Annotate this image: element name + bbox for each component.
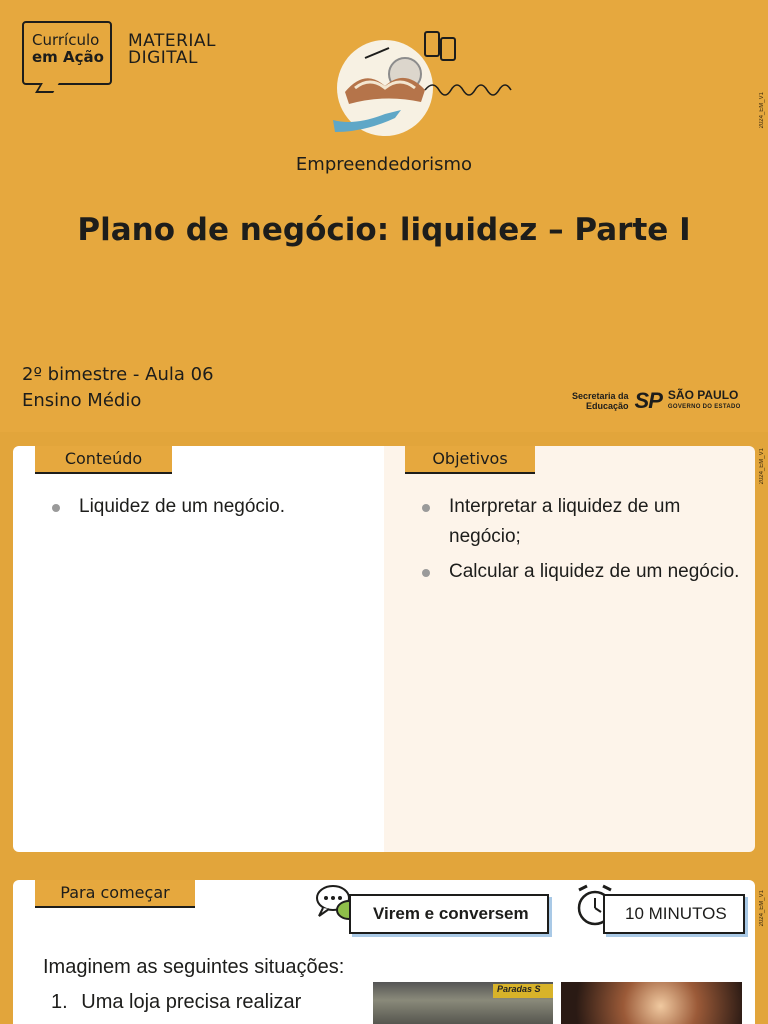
lesson-title: Plano de negócio: liquidez – Parte I (77, 212, 691, 248)
item-number: 1. (51, 991, 68, 1013)
logo-line-2: em Ação (32, 48, 104, 66)
situation-item-1 (51, 989, 351, 1015)
mobile-tablet-icon (425, 32, 455, 60)
objectives-tab: Objetivos (405, 446, 535, 474)
sao-paulo-government-logo (572, 388, 741, 414)
open-book-hand-illustration (325, 28, 525, 140)
para-comecar-slide (0, 880, 768, 1024)
store-photo (373, 982, 553, 1024)
secretaria-label: Secretaria da Educação (572, 391, 629, 411)
material-label: MATERIAL (128, 31, 217, 51)
cover-slide (0, 0, 768, 432)
sao-paulo-label: SÃO PAULO GOVERNO DO ESTADO (667, 388, 741, 410)
item-text: Uma loja precisa realizar (81, 991, 302, 1013)
activity-badge: Virem e conversem (349, 894, 549, 934)
list-item: Liquidez de um negócio. (51, 492, 371, 522)
objectives-slide (0, 446, 768, 852)
lesson-meta (22, 362, 214, 414)
para-comecar-card (13, 880, 755, 1024)
slide-code: 2024_EM_V1 (759, 448, 765, 485)
store-sign: Paradas S (493, 984, 553, 998)
digital-label: DIGITAL (128, 48, 198, 68)
logo-line-1: Currículo (32, 31, 100, 49)
time-badge: 10 MINUTOS (603, 894, 745, 934)
content-list (51, 492, 371, 527)
objectives-column (384, 446, 755, 852)
content-objectives-card (13, 446, 755, 852)
slide-code: 2024_EM_V1 (759, 92, 765, 129)
period-label: 2º bimestre - Aula 06 (22, 364, 214, 385)
person-photo (561, 982, 742, 1024)
intro-text: Imaginem as seguintes situações: (43, 956, 345, 978)
slide-code: 2024_EM_V1 (759, 890, 765, 927)
subject-label: Empreendedorismo (295, 154, 473, 175)
para-comecar-tab: Para começar (35, 880, 195, 908)
list-item: Calcular a liquidez de um negócio. (421, 557, 741, 587)
curriculo-em-acao-logo (22, 21, 112, 85)
list-item: Interpretar a liquidez de um negócio; (421, 492, 741, 552)
level-label: Ensino Médio (22, 390, 142, 411)
sp-mark: SP (634, 388, 662, 413)
material-digital-logo (128, 33, 216, 67)
objectives-list (421, 492, 741, 592)
content-tab: Conteúdo (35, 446, 172, 474)
content-column (13, 446, 384, 852)
